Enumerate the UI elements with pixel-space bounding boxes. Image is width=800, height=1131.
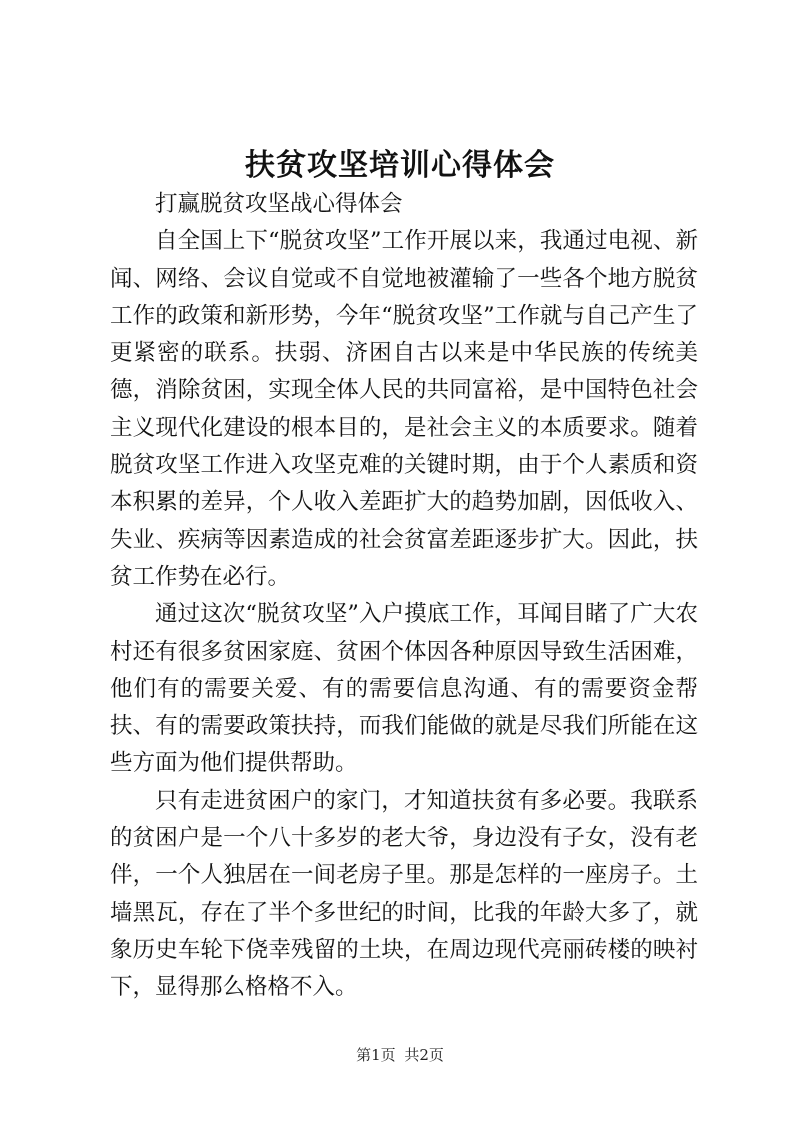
document-title: 扶贫攻坚培训心得体会 xyxy=(245,148,555,183)
paragraph-3: 只有走进贫困户的家门，才知道扶贫有多必要。我联系的贫困户是一个八十多岁的老大爷，身边没有子女，没有老伴，一个人独居在一间老房子里。那是怎样的一座房子。土墙黑瓦，存在了半个多世纪的时间，比我的年龄大多了，就象历史车轮下侥幸残留的土块，在周边现代亮丽砖楼的映衬下，显得那么格格不入。 xyxy=(110,787,698,1001)
document-body xyxy=(110,186,698,1007)
page-footer xyxy=(0,1044,800,1065)
paragraph-2: 通过这次“脱贫攻坚”入户摸底工作，耳闻目睹了广大农村还有很多贫困家庭、贫困个体因各种原因导致生活困难，他们有的需要关爱、有的需要信息沟通、有的需要资金帮扶、有的需要政策扶持，而我们能做的就是尽我们所能在这些方面为他们提供帮助。 xyxy=(110,601,698,777)
page-total: 共2页 xyxy=(404,1046,444,1064)
document-subtitle: 打赢脱贫攻坚战心得体会 xyxy=(155,191,403,217)
paragraph-1: 自全国上下“脱贫攻坚”工作开展以来，我通过电视、新闻、网络、会议自觉或不自觉地被灌输了一些各个地方脱贫工作的政策和新形势，今年“脱贫攻坚”工作就与自己产生了更紧密的联系。扶弱、济困自古以来是中华民族的传统美德，消除贫困，实现全体人民的共同富裕，是中国特色社会主义现代化建设的根本目的，是社会主义的本质要求。随着脱贫攻坚工作进入攻坚克难的关键时期，由于个人素质和资本积累的差异，个人收入差距扩大的趋势加剧，因低收入、失业、疾病等因素造成的社会贫富差距逐步扩大。因此，扶贫工作势在必行。 xyxy=(110,228,698,590)
page-number: 第1页 xyxy=(356,1046,396,1064)
